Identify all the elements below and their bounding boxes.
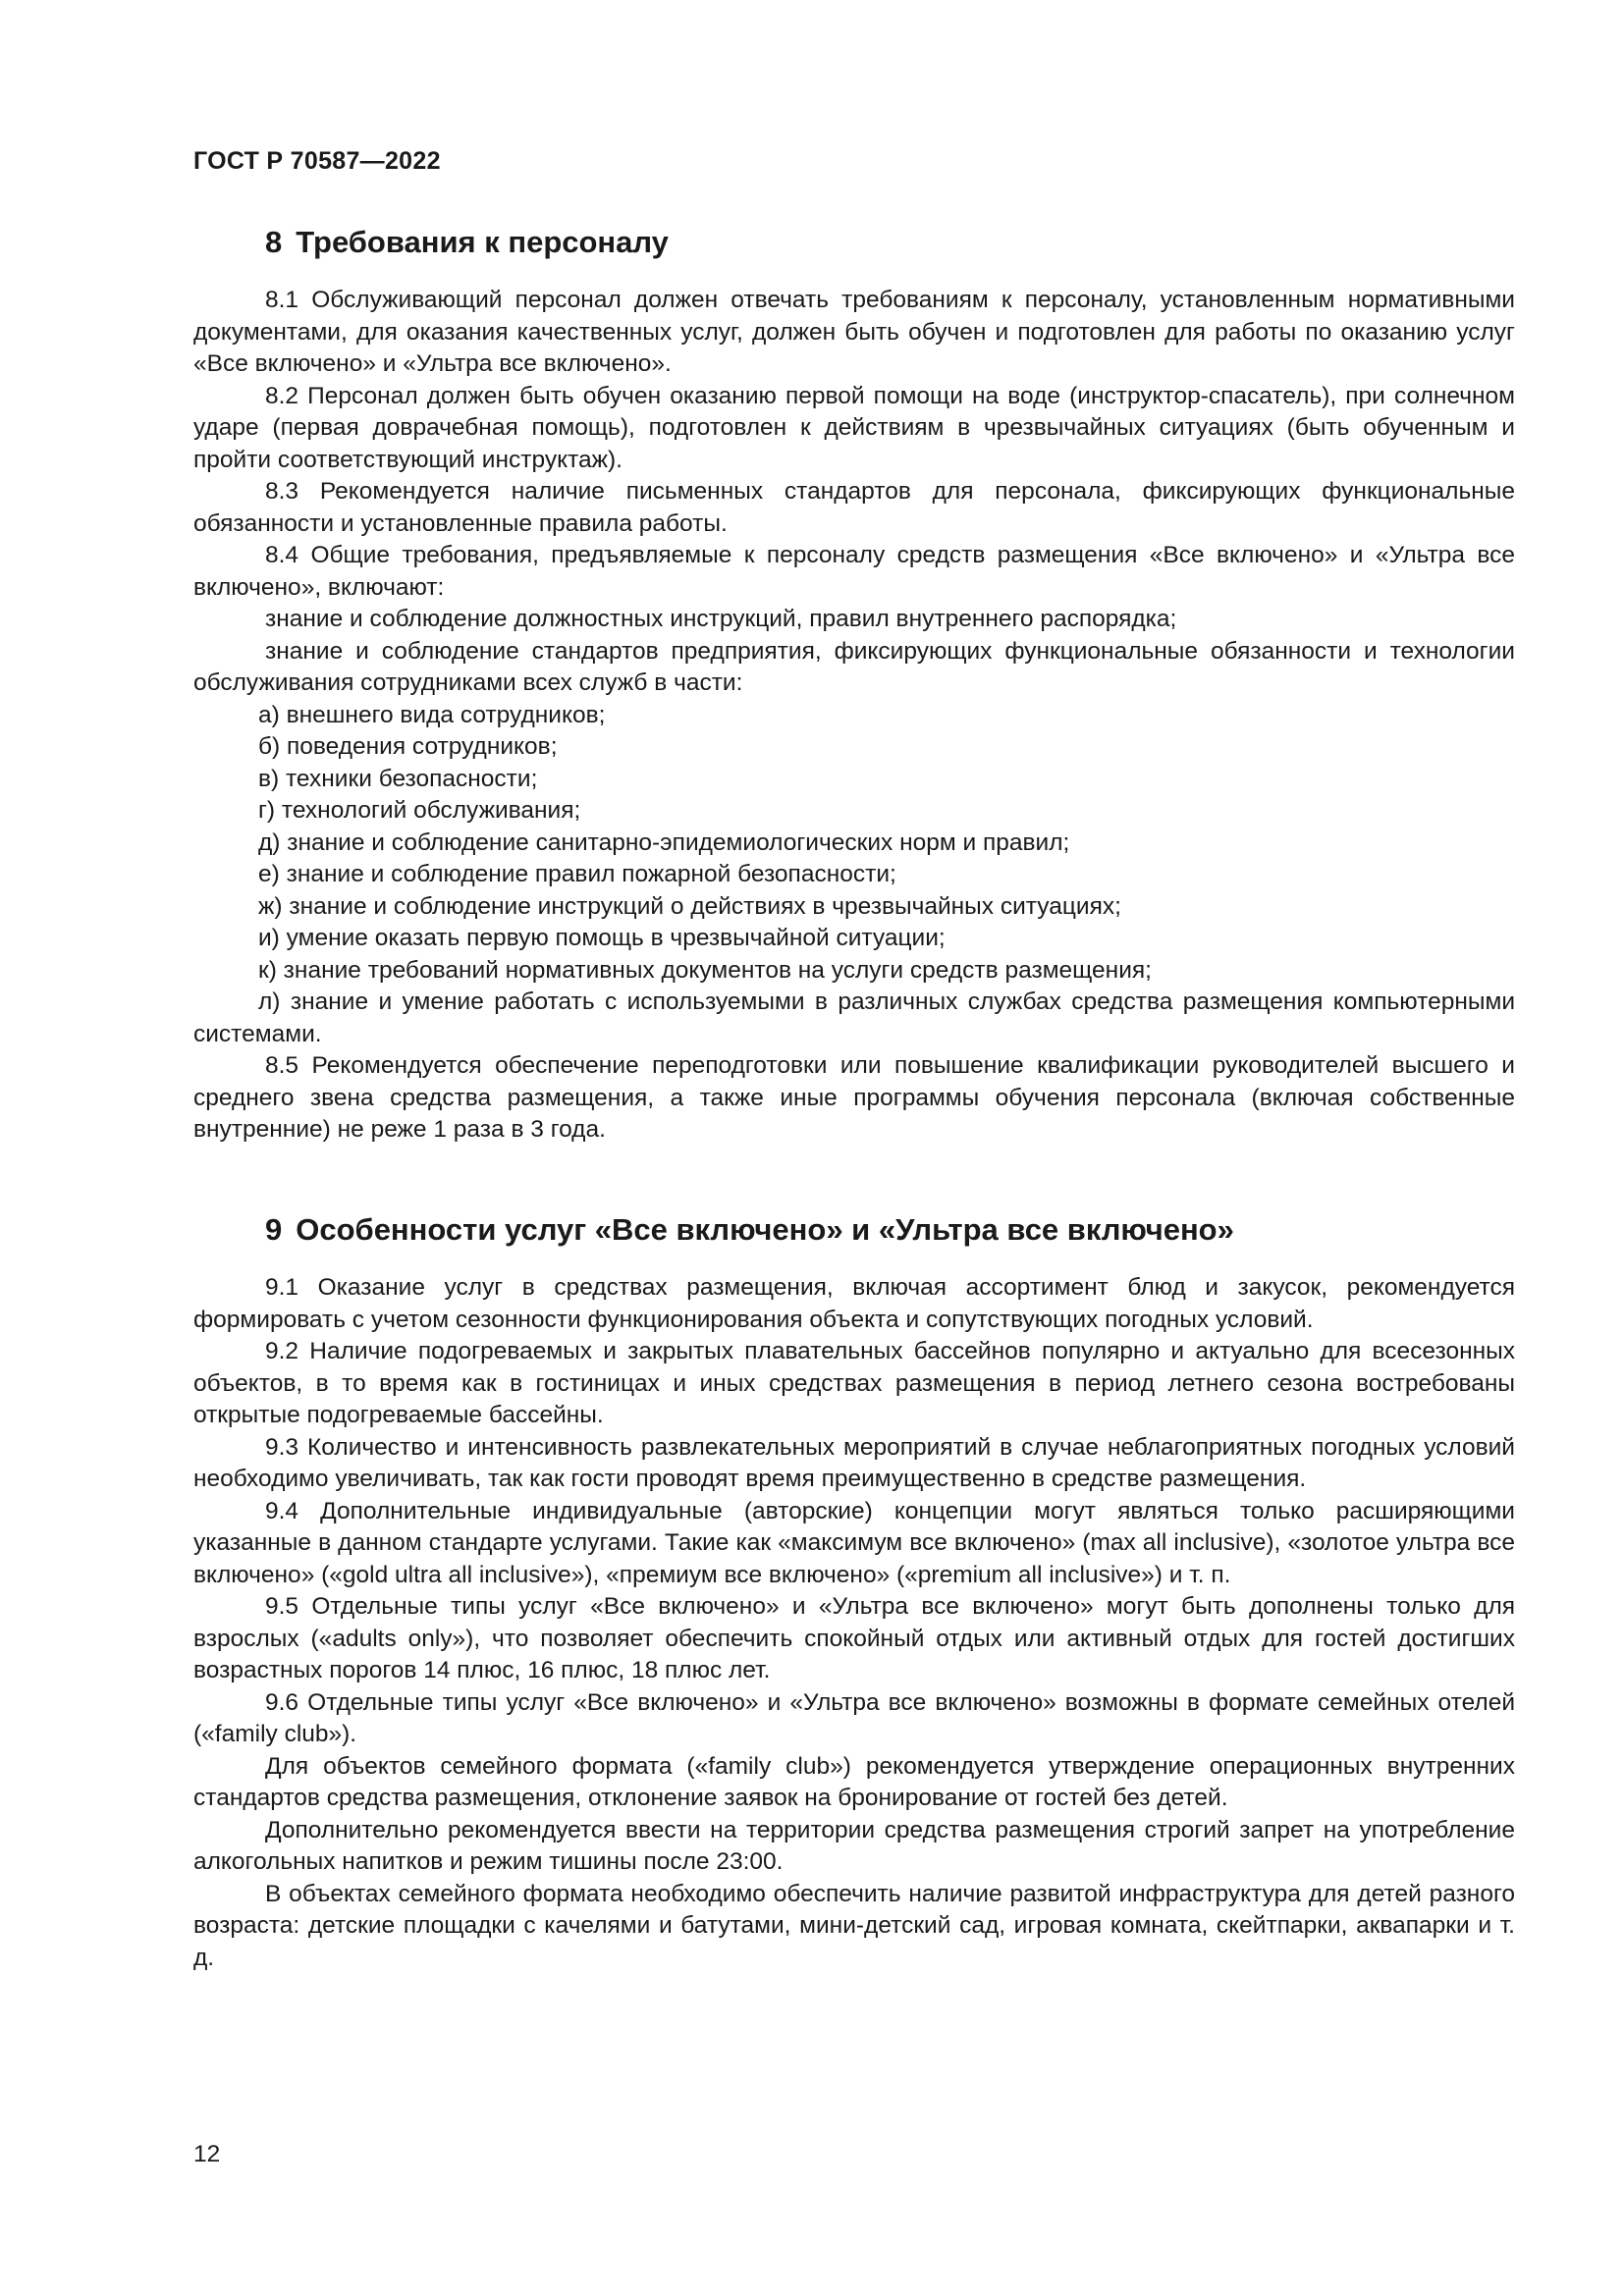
paragraph-9-6-family-club: Для объектов семейного формата («family club») рекомендуется утверждение операционных внутренних стандартов средства размещения, отклонение заявок на бронирование от гостей без детей. xyxy=(193,1752,1515,1811)
list-item: а) внешнего вида сотрудников; xyxy=(258,701,606,728)
list-item: д) знание и соблюдение санитарно-эпидемиологических норм и правил; xyxy=(258,828,1070,856)
list-item: б) поведения сотрудников; xyxy=(258,733,558,760)
list-item: ж) знание и соблюдение инструкций о действиях в чрезвычайных ситуациях; xyxy=(258,892,1121,920)
paragraph-8-2: 8.2 Персонал должен быть обучен оказанию первой помощи на воде (инструктор-спасатель), при солнечном ударе (первая доврачебная помощь), подготовлен к действиям в чрезвычайных ситуациях (быть обученным и пройти соответствующий инструктаж). xyxy=(193,382,1515,473)
section-number: 9 xyxy=(265,1212,283,1247)
list-item: л) знание и умение работать с используемыми в различных службах средства размещения компьютерными системами. xyxy=(193,988,1515,1047)
paragraph-9-6-alcohol: Дополнительно рекомендуется ввести на территории средства размещения строгий запрет на употребление алкогольных напитков и режим тишины после 23:00. xyxy=(193,1816,1515,1875)
paragraph-9-1: 9.1 Оказание услуг в средствах размещения, включая ассортимент блюд и закусок, рекомендуется формировать с учетом сезонности функционирования объекта и сопутствующих погодных условий. xyxy=(193,1274,1515,1333)
paragraph-8-4-item-2: знание и соблюдение стандартов предприятия, фиксирующих функциональные обязанности и технологии обслуживания сотрудниками всех служб в части: xyxy=(193,637,1515,696)
list-item: е) знание и соблюдение правил пожарной безопасности; xyxy=(258,861,896,887)
paragraph-8-4-item-1: знание и соблюдение должностных инструкций, правил внутреннего распорядка; xyxy=(265,606,1177,632)
paragraph-9-6: 9.6 Отдельные типы услуг «Все включено» и «Ультра все включено» возможны в формате семейных отелей («family club»). xyxy=(193,1688,1515,1747)
list-item: в) техники безопасности; xyxy=(258,765,538,792)
paragraph-8-3: 8.3 Рекомендуется наличие письменных стандартов для персонала, фиксирующих функциональные обязанности и установленные правила работы. xyxy=(193,478,1515,537)
section-title xyxy=(265,224,1515,261)
section-9 xyxy=(193,1211,1515,1974)
list-item: г) технологий обслуживания; xyxy=(258,797,581,824)
list-item: и) умение оказать первую помощь в чрезвычайной ситуации; xyxy=(258,925,946,951)
paragraph-9-2: 9.2 Наличие подогреваемых и закрытых плавательных бассейнов популярно и актуально для всесезонных объектов, в то время как в гостиницах и иных средствах размещения в период летнего сезона востребованы открытые подогреваемые бассейны. xyxy=(193,1338,1515,1428)
section-number: 8 xyxy=(265,225,283,259)
paragraph-9-5: 9.5 Отдельные типы услуг «Все включено» и «Ультра все включено» могут быть дополнены только для взрослых («adults only»), что позволяет обеспечить спокойный отдых или активный отдых для гостей достигших возрастных порогов 14 плюс, 16 плюс, 18 плюс лет. xyxy=(193,1593,1515,1683)
section-title xyxy=(265,1211,1515,1249)
standard-header: ГОСТ Р 70587—2022 xyxy=(193,147,441,175)
section-heading: Требования к персоналу xyxy=(296,225,669,259)
paragraph-8-1: 8.1 Обслуживающий персонал должен отвечать требованиям к персоналу, установленным нормативными документами, для оказания качественных услуг, должен быть обучен и подготовлен для работы по оказанию услуг «Все включено» и «Ультра все включено». xyxy=(193,287,1515,377)
paragraph-9-6-infrastructure: В объектах семейного формата необходимо обеспечить наличие развитой инфраструктура для детей разного возраста: детские площадки с качелями и батутами, мини-детский сад, игровая комната, скейтпарки, аквапарки и т. д. xyxy=(193,1880,1515,1971)
section-heading: Особенности услуг «Все включено» и «Ультра все включено» xyxy=(296,1212,1234,1247)
list-item: к) знание требований нормативных документов на услуги средств размещения; xyxy=(258,956,1152,984)
page-number: 12 xyxy=(193,2141,221,2167)
section-8 xyxy=(193,224,1515,1147)
paragraph-8-4: 8.4 Общие требования, предъявляемые к персоналу средств размещения «Все включено» и «Ультра все включено», включают: xyxy=(193,542,1515,601)
paragraph-8-5: 8.5 Рекомендуется обеспечение переподготовки или повышение квалификации руководителей высшего и среднего звена средства размещения, а также иные программы обучения персонала (включая собственные внутренние) не реже 1 раза в 3 года. xyxy=(193,1052,1515,1143)
paragraph-9-4: 9.4 Дополнительные индивидуальные (авторские) концепции могут являться только расширяющими указанные в данном стандарте услугами. Такие как «максимум все включено» (max all inclusive), «золотое ультра все включено» («gold ultra all inclusive»), «премиум все включено» («premium all inclusive») и т. п. xyxy=(193,1497,1515,1588)
paragraph-9-3: 9.3 Количество и интенсивность развлекательных мероприятий в случае неблагоприятных погодных условий необходимо увеличивать, так как гости проводят время преимущественно в средстве размещения. xyxy=(193,1433,1515,1492)
